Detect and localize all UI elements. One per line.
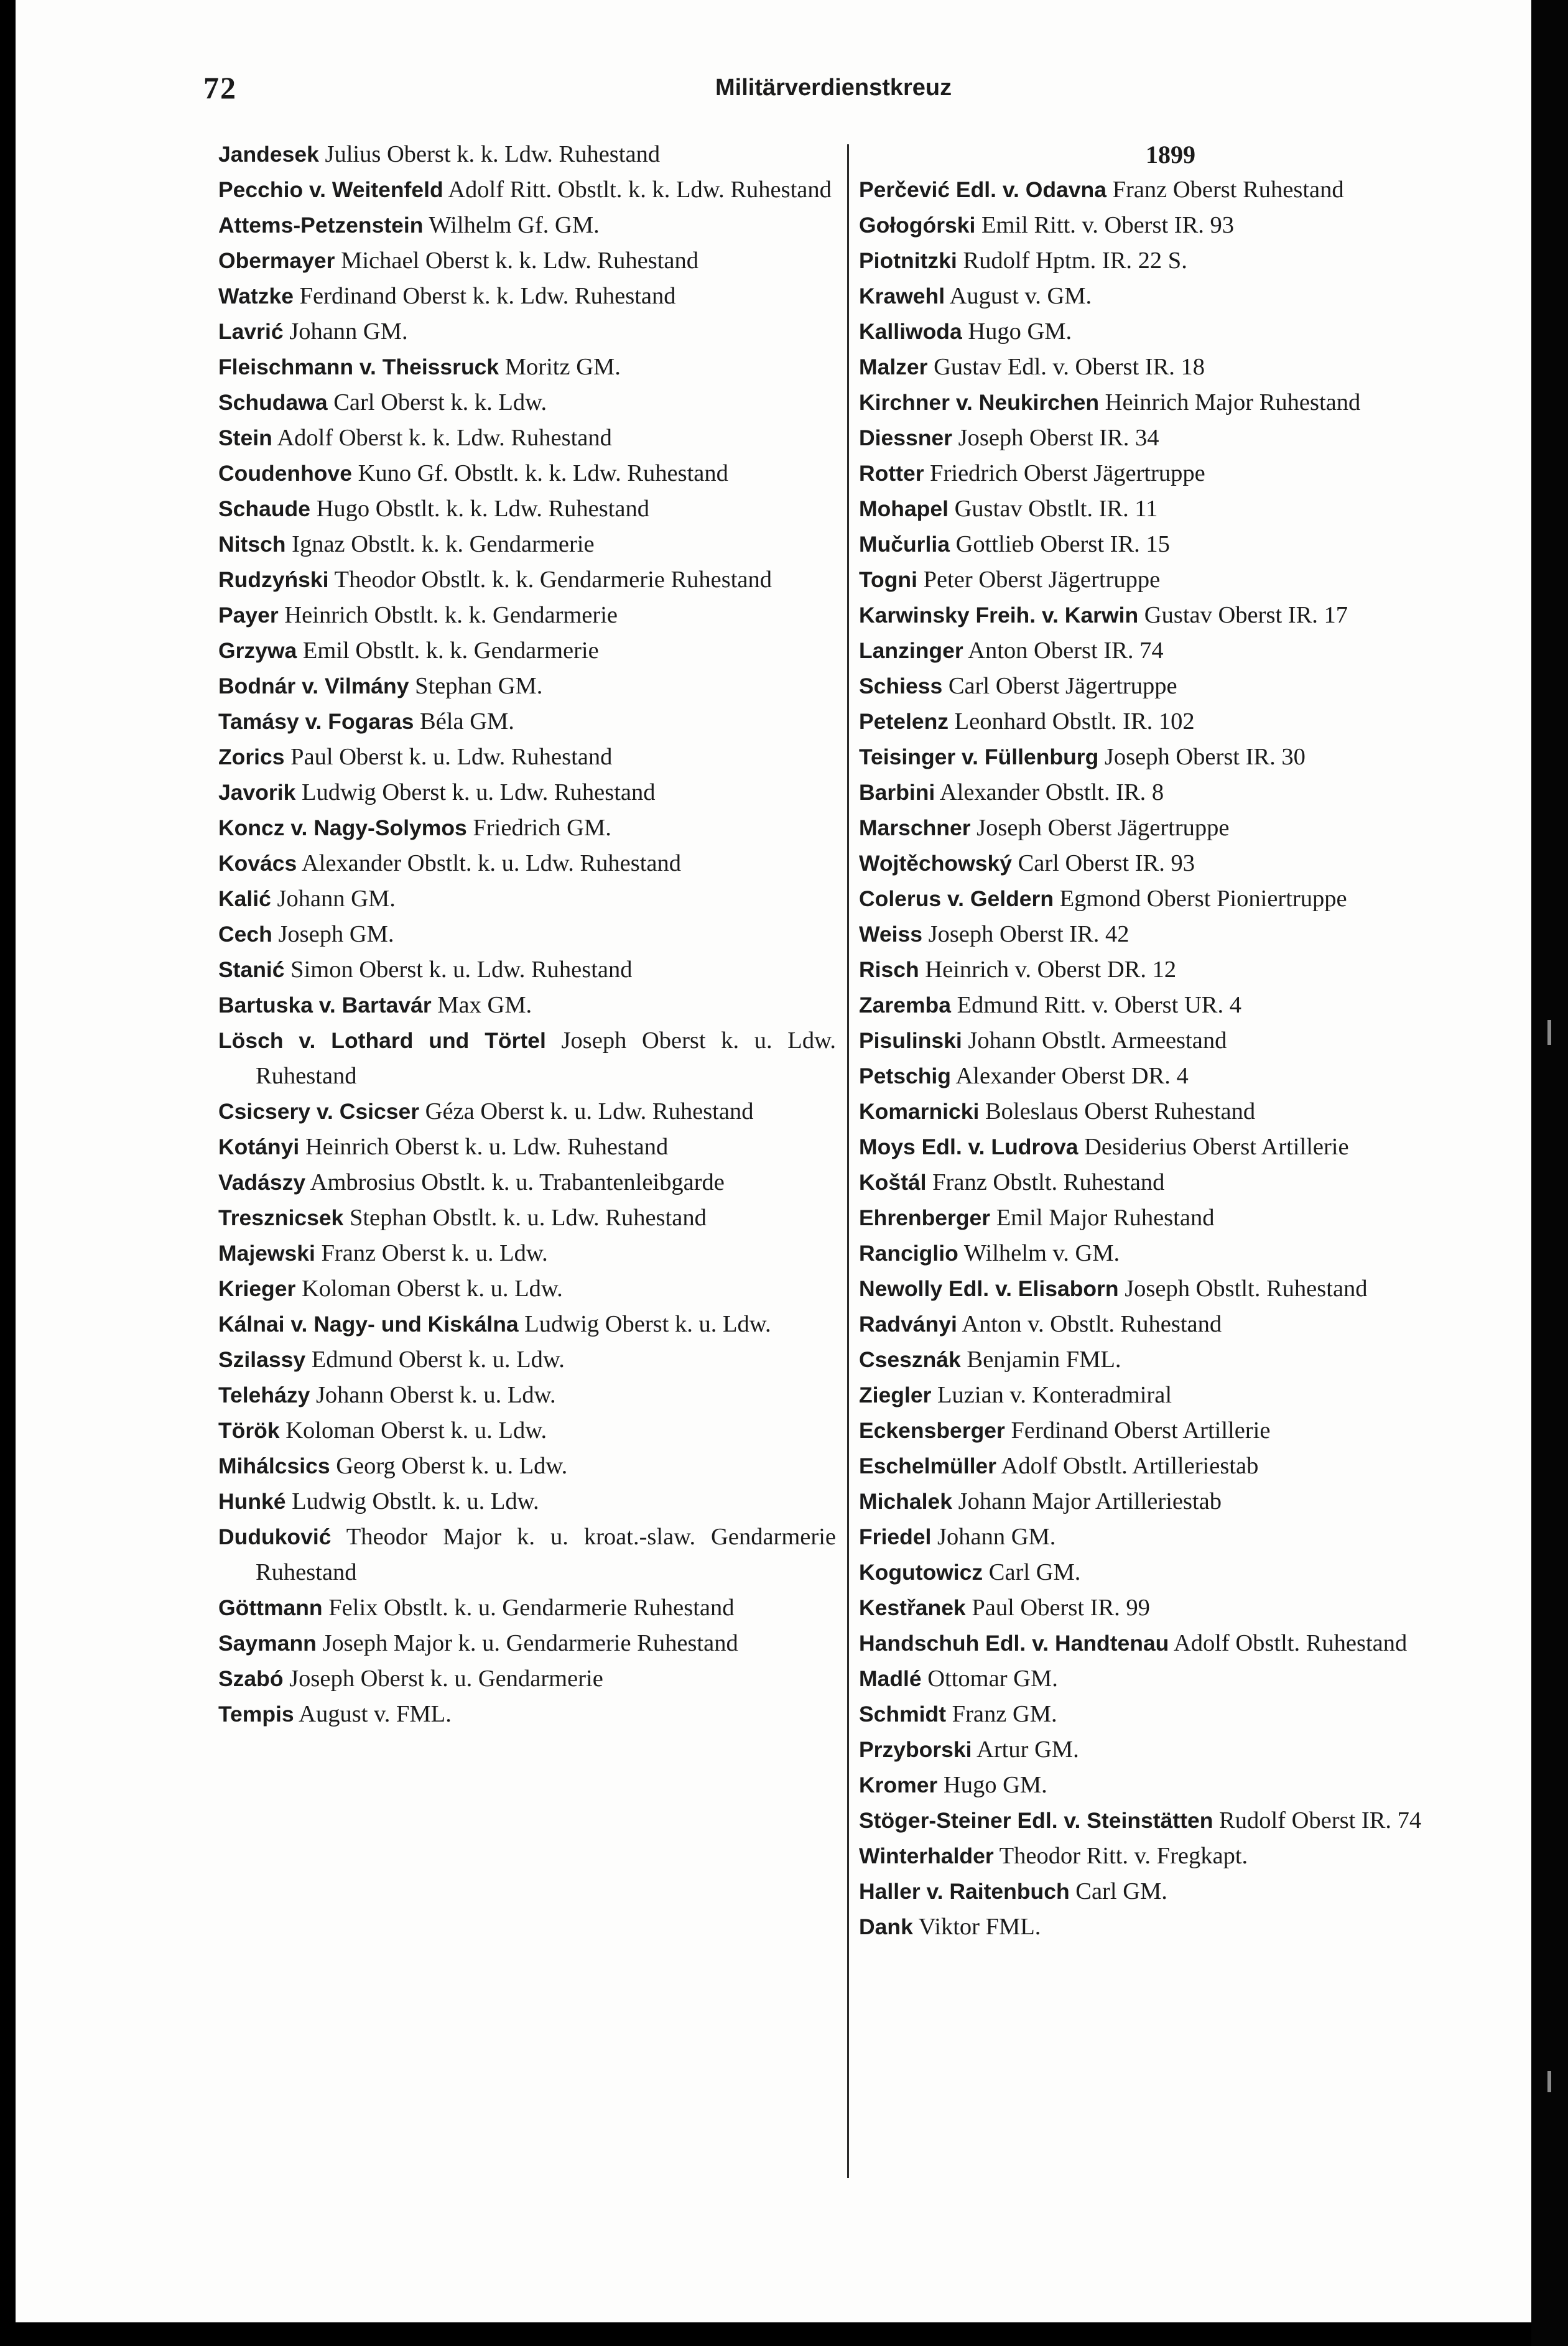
list-entry [218, 598, 836, 633]
list-entry [218, 1484, 836, 1519]
list-entry [218, 137, 836, 172]
entry-surname: Nitsch [218, 532, 286, 557]
entry-details: Max GM. [437, 992, 532, 1018]
entry-details: Ignaz Obstlt. k. k. Gendarmerie [292, 531, 595, 557]
entry-details: Johann Oberst k. u. Ldw. [315, 1382, 556, 1408]
entry-surname: Saymann [218, 1631, 317, 1656]
list-entry [859, 1200, 1482, 1236]
entry-details: Leonhard Obstlt. IR. 102 [954, 708, 1195, 735]
entry-details: Carl Oberst Jägertruppe [948, 673, 1177, 699]
running-head: Militärverdienstkreuz [715, 75, 952, 101]
column-divider [847, 144, 849, 2178]
entry-details: Moritz GM. [504, 354, 621, 380]
entry-surname: Risch [859, 957, 919, 982]
list-entry [859, 988, 1482, 1023]
entry-surname: Kromer [859, 1773, 938, 1797]
list-entry [218, 208, 836, 243]
list-entry [859, 172, 1482, 208]
entry-details: Hugo Obstlt. k. k. Ldw. Ruhestand [316, 496, 650, 522]
list-entry [859, 633, 1482, 669]
list-entry [859, 775, 1482, 810]
entry-surname: Szabó [218, 1666, 284, 1691]
list-entry [859, 350, 1482, 385]
list-entry [859, 456, 1482, 491]
list-entry [218, 1590, 836, 1626]
list-entry [859, 1449, 1482, 1484]
entry-details: Adolf Ritt. Obstlt. k. k. Ldw. Ruhestand [448, 177, 832, 203]
list-entry [859, 1803, 1482, 1838]
entry-details: Ottomar GM. [927, 1666, 1058, 1692]
entry-details: Emil Obstlt. k. k. Gendarmerie [302, 638, 599, 664]
entry-surname: Kovács [218, 851, 297, 876]
entry-details: Wilhelm Gf. GM. [429, 212, 600, 238]
list-entry [859, 1236, 1482, 1271]
entry-surname: Handschuh Edl. v. Handtenau [859, 1631, 1169, 1656]
list-entry [859, 562, 1482, 598]
list-entry [859, 1519, 1482, 1555]
entry-surname: Tresznicsek [218, 1205, 344, 1230]
entry-details: Stephan Obstlt. k. u. Ldw. Ruhestand [349, 1205, 707, 1231]
list-entry [218, 385, 836, 420]
entry-surname: Jandesek [218, 142, 319, 167]
entry-surname: Barbini [859, 780, 935, 805]
list-entry [218, 1661, 836, 1697]
list-entry [218, 1129, 836, 1165]
list-entry [859, 527, 1482, 562]
entry-surname: Krawehl [859, 284, 945, 308]
entry-surname: Mučurlia [859, 532, 950, 557]
entry-details: Géza Oberst k. u. Ldw. Ruhestand [425, 1098, 754, 1124]
list-entry [218, 952, 836, 988]
scan-edge-mark [1547, 1020, 1551, 1045]
list-entry [218, 1236, 836, 1271]
entry-details: Adolf Oberst k. k. Ldw. Ruhestand [277, 425, 612, 451]
list-entry [859, 1661, 1482, 1697]
list-entry [859, 420, 1482, 456]
entry-details: Koloman Oberst k. u. Ldw. [301, 1276, 563, 1302]
list-entry [218, 562, 836, 598]
entry-surname: Newolly Edl. v. Elisaborn [859, 1276, 1119, 1301]
entry-details: Theodor Ritt. v. Fregkapt. [999, 1843, 1248, 1869]
entry-surname: Ranciglio [859, 1241, 958, 1266]
entry-surname: Schmidt [859, 1702, 947, 1727]
right-column [859, 137, 1482, 1945]
list-entry [218, 881, 836, 917]
entry-surname: Winterhalder [859, 1843, 994, 1868]
list-entry [859, 704, 1482, 740]
list-entry [218, 1697, 836, 1732]
entry-details: August v. FML. [299, 1701, 452, 1727]
entry-details: Johann GM. [937, 1524, 1056, 1550]
entry-details: Ferdinand Oberst k. k. Ldw. Ruhestand [299, 283, 676, 309]
list-entry [218, 917, 836, 952]
entry-details: Paul Oberst IR. 99 [972, 1595, 1150, 1621]
entry-surname: Kotányi [218, 1134, 300, 1159]
list-entry [859, 1342, 1482, 1378]
entry-details: Luzian v. Konteradmiral [937, 1382, 1172, 1408]
entry-surname: Stöger-Steiner Edl. v. Steinstätten [859, 1808, 1213, 1833]
entry-surname: Szilassy [218, 1347, 306, 1372]
list-entry [859, 1271, 1482, 1307]
entry-details: Joseph Oberst IR. 30 [1104, 744, 1306, 770]
entry-surname: Krieger [218, 1276, 296, 1301]
scan-edge-mark [1547, 2071, 1551, 2092]
entry-details: Anton v. Obstlt. Ruhestand [962, 1311, 1222, 1337]
entry-surname: Komarnicki [859, 1099, 980, 1124]
list-entry [218, 810, 836, 846]
entry-details: Stephan GM. [415, 673, 543, 699]
entry-details: Alexander Obstlt. k. u. Ldw. Ruhestand [301, 850, 682, 876]
scan-edge [1531, 0, 1568, 2346]
entry-surname: Fleischmann v. Theissruck [218, 355, 499, 379]
list-entry [859, 208, 1482, 243]
entry-surname: Przyborski [859, 1737, 972, 1762]
entry-surname: Lavrić [218, 319, 284, 344]
entry-details: Wilhelm v. GM. [963, 1240, 1120, 1266]
entry-details: Julius Oberst k. k. Ldw. Ruhestand [325, 141, 661, 167]
entry-details: Carl Oberst k. k. Ldw. [333, 389, 547, 415]
list-entry [859, 1555, 1482, 1590]
entry-surname: Koštál [859, 1170, 927, 1195]
entry-details: Heinrich v. Oberst DR. 12 [925, 957, 1177, 983]
entry-surname: Majewski [218, 1241, 315, 1266]
entry-surname: Lanzinger [859, 638, 963, 663]
entry-surname: Ehrenberger [859, 1205, 991, 1230]
entry-details: Carl Oberst IR. 93 [1018, 850, 1195, 876]
entry-details: Joseph Oberst IR. 34 [958, 425, 1159, 451]
entry-surname: Pisulinski [859, 1028, 962, 1053]
entry-details: Felix Obstlt. k. u. Gendarmerie Ruhestand [328, 1595, 735, 1621]
entry-details: Ambrosius Obstlt. k. u. Trabantenleibgarde [310, 1169, 725, 1195]
entry-surname: Kalić [218, 886, 271, 911]
entry-details: Alexander Obstlt. IR. 8 [939, 779, 1164, 805]
entry-details: Johann Obstlt. Armeestand [968, 1027, 1227, 1054]
list-entry [218, 1271, 836, 1307]
entry-details: Simon Oberst k. u. Ldw. Ruhestand [290, 957, 633, 983]
list-entry [859, 314, 1482, 350]
entry-details: Benjamin FML. [967, 1347, 1121, 1373]
entry-details: Emil Ritt. v. Oberst IR. 93 [981, 212, 1235, 238]
entry-details: Joseph Major k. u. Gendarmerie Ruhestand [322, 1630, 738, 1656]
entry-details: Gustav Edl. v. Oberst IR. 18 [934, 354, 1205, 380]
entry-details: Franz GM. [952, 1701, 1057, 1727]
list-entry [859, 881, 1482, 917]
entry-surname: Haller v. Raitenbuch [859, 1879, 1070, 1904]
entry-details: Adolf Obstlt. Artilleriestab [1001, 1453, 1259, 1479]
list-entry [859, 598, 1482, 633]
entry-surname: Duduković [218, 1524, 332, 1549]
entry-surname: Weiss [859, 922, 922, 947]
entry-surname: Stanić [218, 957, 285, 982]
entry-details: Carl GM. [1075, 1878, 1167, 1904]
list-entry [218, 1378, 836, 1413]
list-entry [859, 1768, 1482, 1803]
list-entry [218, 1307, 836, 1342]
entry-surname: Dank [859, 1914, 913, 1939]
entry-surname: Michalek [859, 1489, 952, 1514]
entry-details: Egmond Oberst Pioniertruppe [1059, 886, 1347, 912]
entry-surname: Kalliwoda [859, 319, 962, 344]
page-number: 72 [203, 70, 237, 105]
entry-details: Georg Oberst k. u. Ldw. [336, 1453, 568, 1479]
entry-surname: Eckensberger [859, 1418, 1005, 1443]
entry-surname: Teleházy [218, 1383, 310, 1407]
list-entry [218, 456, 836, 491]
entry-surname: Marschner [859, 815, 971, 840]
list-entry [218, 527, 836, 562]
entry-details: Franz Oberst Ruhestand [1112, 177, 1344, 203]
entry-surname: Kirchner v. Neukirchen [859, 390, 1100, 415]
list-entry [859, 1909, 1482, 1945]
entry-details: Peter Oberst Jägertruppe [923, 567, 1161, 593]
entry-details: Friedrich GM. [473, 815, 611, 841]
list-entry [859, 1378, 1482, 1413]
entry-surname: Javorik [218, 780, 296, 805]
entry-surname: Kestřanek [859, 1595, 966, 1620]
entry-surname: Wojtěchowský [859, 851, 1012, 876]
list-entry [218, 669, 836, 704]
list-entry [859, 810, 1482, 846]
list-entry [859, 1697, 1482, 1732]
entry-details: Paul Oberst k. u. Ldw. Ruhestand [290, 744, 613, 770]
entry-details: Michael Oberst k. k. Ldw. Ruhestand [341, 248, 698, 274]
list-entry [859, 1484, 1482, 1519]
entry-details: Johann Major Artilleriestab [958, 1488, 1222, 1514]
entry-details: Ferdinand Oberst Artillerie [1011, 1417, 1271, 1444]
entry-surname: Togni [859, 567, 917, 592]
entry-surname: Schudawa [218, 390, 328, 415]
entry-surname: Gołogórski [859, 213, 976, 238]
entry-surname: Colerus v. Geldern [859, 886, 1054, 911]
entry-details: Franz Obstlt. Ruhestand [932, 1169, 1165, 1195]
entry-details: Theodor Obstlt. k. k. Gendarmerie Ruhestand [334, 567, 772, 593]
list-entry [218, 775, 836, 810]
entry-details: Joseph Oberst k. u. Ldw. Ruhestand [256, 1027, 837, 1089]
list-entry [859, 1590, 1482, 1626]
entry-details: Anton Oberst IR. 74 [968, 638, 1164, 664]
entry-details: Edmund Oberst k. u. Ldw. [311, 1347, 565, 1373]
entry-surname: Bartuska v. Bartavár [218, 993, 432, 1018]
list-entry [859, 669, 1482, 704]
entry-details: Carl GM. [988, 1559, 1081, 1585]
list-entry [218, 633, 836, 669]
list-entry [859, 1023, 1482, 1059]
list-entry [218, 740, 836, 775]
list-entry [859, 1307, 1482, 1342]
list-entry [218, 846, 836, 881]
entry-surname: Diessner [859, 425, 952, 450]
list-entry [859, 917, 1482, 952]
entry-surname: Göttmann [218, 1595, 323, 1620]
entry-details: Heinrich Obstlt. k. k. Gendarmerie [284, 602, 618, 628]
entry-surname: Petschig [859, 1064, 951, 1088]
entry-surname: Pecchio v. Weitenfeld [218, 177, 443, 202]
entry-surname: Obermayer [218, 248, 335, 273]
list-entry [218, 1094, 836, 1129]
list-entry [218, 1342, 836, 1378]
list-entry [859, 1626, 1482, 1661]
entry-surname: Karwinsky Freih. v. Karwin [859, 603, 1139, 628]
list-entry [218, 172, 836, 208]
entry-surname: Csesznák [859, 1347, 961, 1372]
list-entry [218, 1449, 836, 1484]
entry-surname: Mihálcsics [218, 1454, 330, 1478]
entry-surname: Mohapel [859, 496, 949, 521]
list-entry [218, 704, 836, 740]
list-entry [218, 350, 836, 385]
entry-details: Joseph Oberst IR. 42 [928, 921, 1130, 947]
entry-surname: Koncz v. Nagy-Solymos [218, 815, 467, 840]
entry-details: August v. GM. [949, 283, 1092, 309]
list-entry [218, 1023, 836, 1094]
entry-surname: Grzywa [218, 638, 297, 663]
entry-surname: Moys Edl. v. Ludrova [859, 1134, 1079, 1159]
entry-details: Johann GM. [289, 318, 408, 345]
list-entry [859, 1732, 1482, 1768]
entry-surname: Kálnai v. Nagy- und Kiskálna [218, 1312, 519, 1337]
entry-details: Johann GM. [277, 886, 396, 912]
list-entry [218, 1626, 836, 1661]
list-entry [859, 1413, 1482, 1449]
entry-surname: Cech [218, 922, 272, 947]
entry-details: Gustav Obstlt. IR. 11 [954, 496, 1158, 522]
entry-surname: Bodnár v. Vilmány [218, 674, 409, 698]
entry-details: Kuno Gf. Obstlt. k. k. Ldw. Ruhestand [358, 460, 728, 486]
entry-details: Joseph Oberst Jägertruppe [977, 815, 1230, 841]
entry-surname: Malzer [859, 355, 928, 379]
entry-details: Hugo GM. [943, 1772, 1047, 1798]
list-entry [859, 491, 1482, 527]
list-entry [859, 1129, 1482, 1165]
list-entry [859, 952, 1482, 988]
list-entry [859, 1059, 1482, 1094]
entry-details: Friedrich Oberst Jägertruppe [930, 460, 1205, 486]
list-entry [859, 1165, 1482, 1200]
entry-details: Heinrich Major Ruhestand [1105, 389, 1361, 415]
list-entry [218, 491, 836, 527]
entry-details: Béla GM. [420, 708, 514, 735]
entry-details: Joseph Oberst k. u. Gendarmerie [289, 1666, 603, 1692]
entry-details: Ludwig Obstlt. k. u. Ldw. [292, 1488, 539, 1514]
entry-surname: Hunké [218, 1489, 286, 1514]
entry-surname: Piotnitzki [859, 248, 957, 273]
entry-surname: Stein [218, 425, 272, 450]
list-entry [859, 1838, 1482, 1874]
entry-surname: Vadászy [218, 1170, 306, 1195]
entry-surname: Coudenhove [218, 461, 352, 486]
entry-details: Ludwig Oberst k. u. Ldw. Ruhestand [301, 779, 656, 805]
entry-details: Gustav Oberst IR. 17 [1144, 602, 1348, 628]
list-entry [218, 988, 836, 1023]
entry-details: Adolf Obstlt. Ruhestand [1173, 1630, 1408, 1656]
entry-surname: Friedel [859, 1524, 932, 1549]
entry-details: Hugo GM. [968, 318, 1072, 345]
entry-details: Koloman Oberst k. u. Ldw. [285, 1417, 547, 1444]
entry-surname: Tamásy v. Fogaras [218, 709, 414, 734]
entry-details: Rudolf Oberst IR. 74 [1219, 1807, 1422, 1834]
entry-surname: Schaude [218, 496, 310, 521]
entry-details: Joseph Obstlt. Ruhestand [1125, 1276, 1368, 1302]
list-entry [218, 314, 836, 350]
entry-details: Alexander Oberst DR. 4 [955, 1063, 1189, 1089]
year-heading: 1899 [1146, 141, 1195, 169]
list-entry [218, 243, 836, 279]
entry-surname: Tempis [218, 1702, 294, 1727]
list-entry [218, 279, 836, 314]
entry-details: Rudolf Hptm. IR. 22 S. [963, 248, 1187, 274]
list-entry [859, 279, 1482, 314]
entry-surname: Rotter [859, 461, 924, 486]
entry-surname: Lösch v. Lothard und Törtel [218, 1028, 546, 1053]
entry-surname: Madlé [859, 1666, 922, 1691]
list-entry [859, 1094, 1482, 1129]
list-entry [218, 1165, 836, 1200]
entry-surname: Attems-Petzenstein [218, 213, 424, 238]
entry-details: Artur GM. [977, 1736, 1079, 1763]
list-entry [859, 846, 1482, 881]
entry-surname: Zaremba [859, 993, 951, 1018]
list-entry [218, 1200, 836, 1236]
entry-surname: Payer [218, 603, 279, 628]
entry-details: Joseph GM. [278, 921, 394, 947]
entry-surname: Radványi [859, 1312, 957, 1337]
left-column [218, 137, 836, 1732]
list-entry [218, 1413, 836, 1449]
entry-details: Franz Oberst k. u. Ldw. [321, 1240, 548, 1266]
entry-details: Boleslaus Oberst Ruhestand [985, 1098, 1256, 1124]
entry-details: Viktor FML. [918, 1914, 1041, 1940]
entry-surname: Kogutowicz [859, 1560, 983, 1585]
entry-details: Theodor Major k. u. kroat.-slaw. Gendarmerie Ruhestand [256, 1524, 836, 1585]
list-entry [218, 1519, 836, 1590]
entry-details: Edmund Ritt. v. Oberst UR. 4 [957, 992, 1241, 1018]
list-entry [859, 1874, 1482, 1909]
entry-details: Emil Major Ruhestand [996, 1205, 1215, 1231]
entry-details: Desiderius Oberst Artillerie [1084, 1134, 1349, 1160]
entry-surname: Eschelmüller [859, 1454, 996, 1478]
entry-surname: Perčević Edl. v. Odavna [859, 177, 1106, 202]
list-entry [859, 385, 1482, 420]
list-entry [859, 243, 1482, 279]
entry-surname: Schiess [859, 674, 943, 698]
entry-surname: Teisinger v. Füllenburg [859, 744, 1099, 769]
entry-surname: Török [218, 1418, 280, 1443]
entry-surname: Watzke [218, 284, 294, 308]
entry-surname: Petelenz [859, 709, 949, 734]
entry-surname: Csicsery v. Csicser [218, 1099, 420, 1124]
list-entry [859, 740, 1482, 775]
entry-surname: Rudzyński [218, 567, 329, 592]
entry-details: Ludwig Oberst k. u. Ldw. [524, 1311, 771, 1337]
list-entry [218, 420, 836, 456]
entry-details: Gottlieb Oberst IR. 15 [955, 531, 1170, 557]
entry-details: Heinrich Oberst k. u. Ldw. Ruhestand [305, 1134, 669, 1160]
entry-surname: Ziegler [859, 1383, 932, 1407]
entry-surname: Zorics [218, 744, 285, 769]
